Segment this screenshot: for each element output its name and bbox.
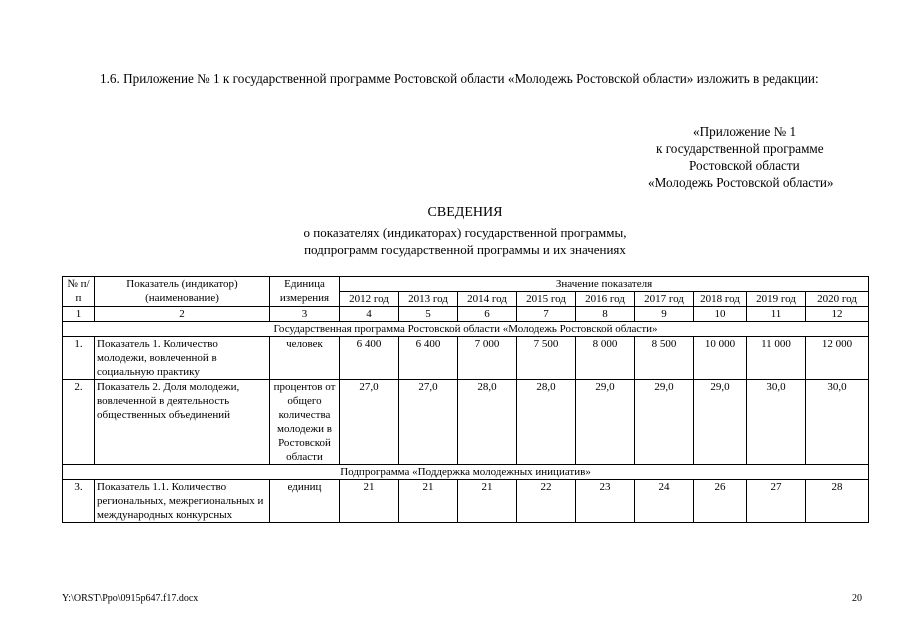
row-value: 24 [635, 480, 694, 523]
row-indicator: Показатель 2. Доля молодежи, вовлеченной в деятельность общественных объединений [95, 380, 270, 465]
row-value: 27,0 [340, 380, 399, 465]
col-number: 5 [399, 307, 458, 322]
row-value: 26 [694, 480, 747, 523]
header-year: 2014 год [458, 292, 517, 307]
appendix-line-3: Ростовской области [689, 158, 800, 173]
row-value: 28,0 [458, 380, 517, 465]
row-value: 29,0 [576, 380, 635, 465]
section-title: Подпрограмма «Поддержка молодежных инициатив» [63, 465, 869, 480]
col-number: 1 [63, 307, 95, 322]
document-title: СВЕДЕНИЯ [427, 205, 503, 220]
row-value: 8 000 [576, 337, 635, 380]
row-value: 7 000 [458, 337, 517, 380]
header-unit: Единица измерения [270, 277, 340, 307]
row-value: 30,0 [747, 380, 806, 465]
section-title: Государственная программа Ростовской области «Молодежь Ростовской области» [63, 322, 869, 337]
row-value: 10 000 [694, 337, 747, 380]
row-indicator: Показатель 1.1. Количество региональных, межрегиональных и международных конкурсных [95, 480, 270, 523]
row-value: 23 [576, 480, 635, 523]
row-value: 12 000 [806, 337, 869, 380]
col-number: 4 [340, 307, 399, 322]
header-year: 2016 год [576, 292, 635, 307]
header-year: 2015 год [517, 292, 576, 307]
col-number: 9 [635, 307, 694, 322]
appendix-line-4: «Молодежь Ростовской области» [648, 175, 834, 190]
row-num: 2. [63, 380, 95, 465]
row-value: 29,0 [635, 380, 694, 465]
col-number: 6 [458, 307, 517, 322]
col-number: 10 [694, 307, 747, 322]
header-indicator: Показатель (индикатор) (наименование) [95, 277, 270, 307]
col-number: 2 [95, 307, 270, 322]
col-number: 11 [747, 307, 806, 322]
header-year: 2013 год [399, 292, 458, 307]
col-number: 7 [517, 307, 576, 322]
row-unit: процентов от общего количества молодежи в Ростовской области [270, 380, 340, 465]
col-number: 3 [270, 307, 340, 322]
header-num: № п/п [63, 277, 95, 307]
subtitle-line-1: о показателях (индикаторах) государственной программы, [303, 225, 627, 240]
row-value: 6 400 [340, 337, 399, 380]
table-row [63, 337, 869, 380]
table-row [63, 480, 869, 523]
col-number: 12 [806, 307, 869, 322]
header-row-1 [63, 277, 869, 292]
row-value: 21 [340, 480, 399, 523]
row-value: 29,0 [694, 380, 747, 465]
header-year: 2020 год [806, 292, 869, 307]
header-year: 2012 год [340, 292, 399, 307]
row-value: 8 500 [635, 337, 694, 380]
row-value: 27,0 [399, 380, 458, 465]
row-value: 28 [806, 480, 869, 523]
row-value: 22 [517, 480, 576, 523]
row-value: 27 [747, 480, 806, 523]
header-year: 2019 год [747, 292, 806, 307]
subtitle-line-2: подпрограмм государственной программы и их значениях [304, 242, 626, 257]
row-value: 30,0 [806, 380, 869, 465]
row-unit: человек [270, 337, 340, 380]
indicators-table [62, 276, 869, 523]
row-value: 7 500 [517, 337, 576, 380]
appendix-line-1: «Приложение № 1 [693, 124, 797, 139]
row-value: 21 [399, 480, 458, 523]
row-unit: единиц [270, 480, 340, 523]
section-row [63, 465, 869, 480]
row-num: 1. [63, 337, 95, 380]
section-row [63, 322, 869, 337]
header-year: 2017 год [635, 292, 694, 307]
page-number: 20 [852, 593, 862, 604]
col-number: 8 [576, 307, 635, 322]
header-value-group: Значение показателя [340, 277, 869, 292]
row-num: 3. [63, 480, 95, 523]
header-year: 2018 год [694, 292, 747, 307]
intro-paragraph: 1.6. Приложение № 1 к государственной программе Ростовской области «Молодежь Ростовской области» изложить в редакции: [100, 71, 819, 86]
file-path: Y:\ORST\Ppo\0915p647.f17.docx [62, 593, 199, 604]
row-value: 6 400 [399, 337, 458, 380]
row-value: 21 [458, 480, 517, 523]
column-numbers-row [63, 307, 869, 322]
row-value: 11 000 [747, 337, 806, 380]
row-indicator: Показатель 1. Количество молодежи, вовлеченной в социальную практику [95, 337, 270, 380]
appendix-line-2: к государственной программе [656, 141, 824, 156]
row-value: 28,0 [517, 380, 576, 465]
table-row [63, 380, 869, 465]
